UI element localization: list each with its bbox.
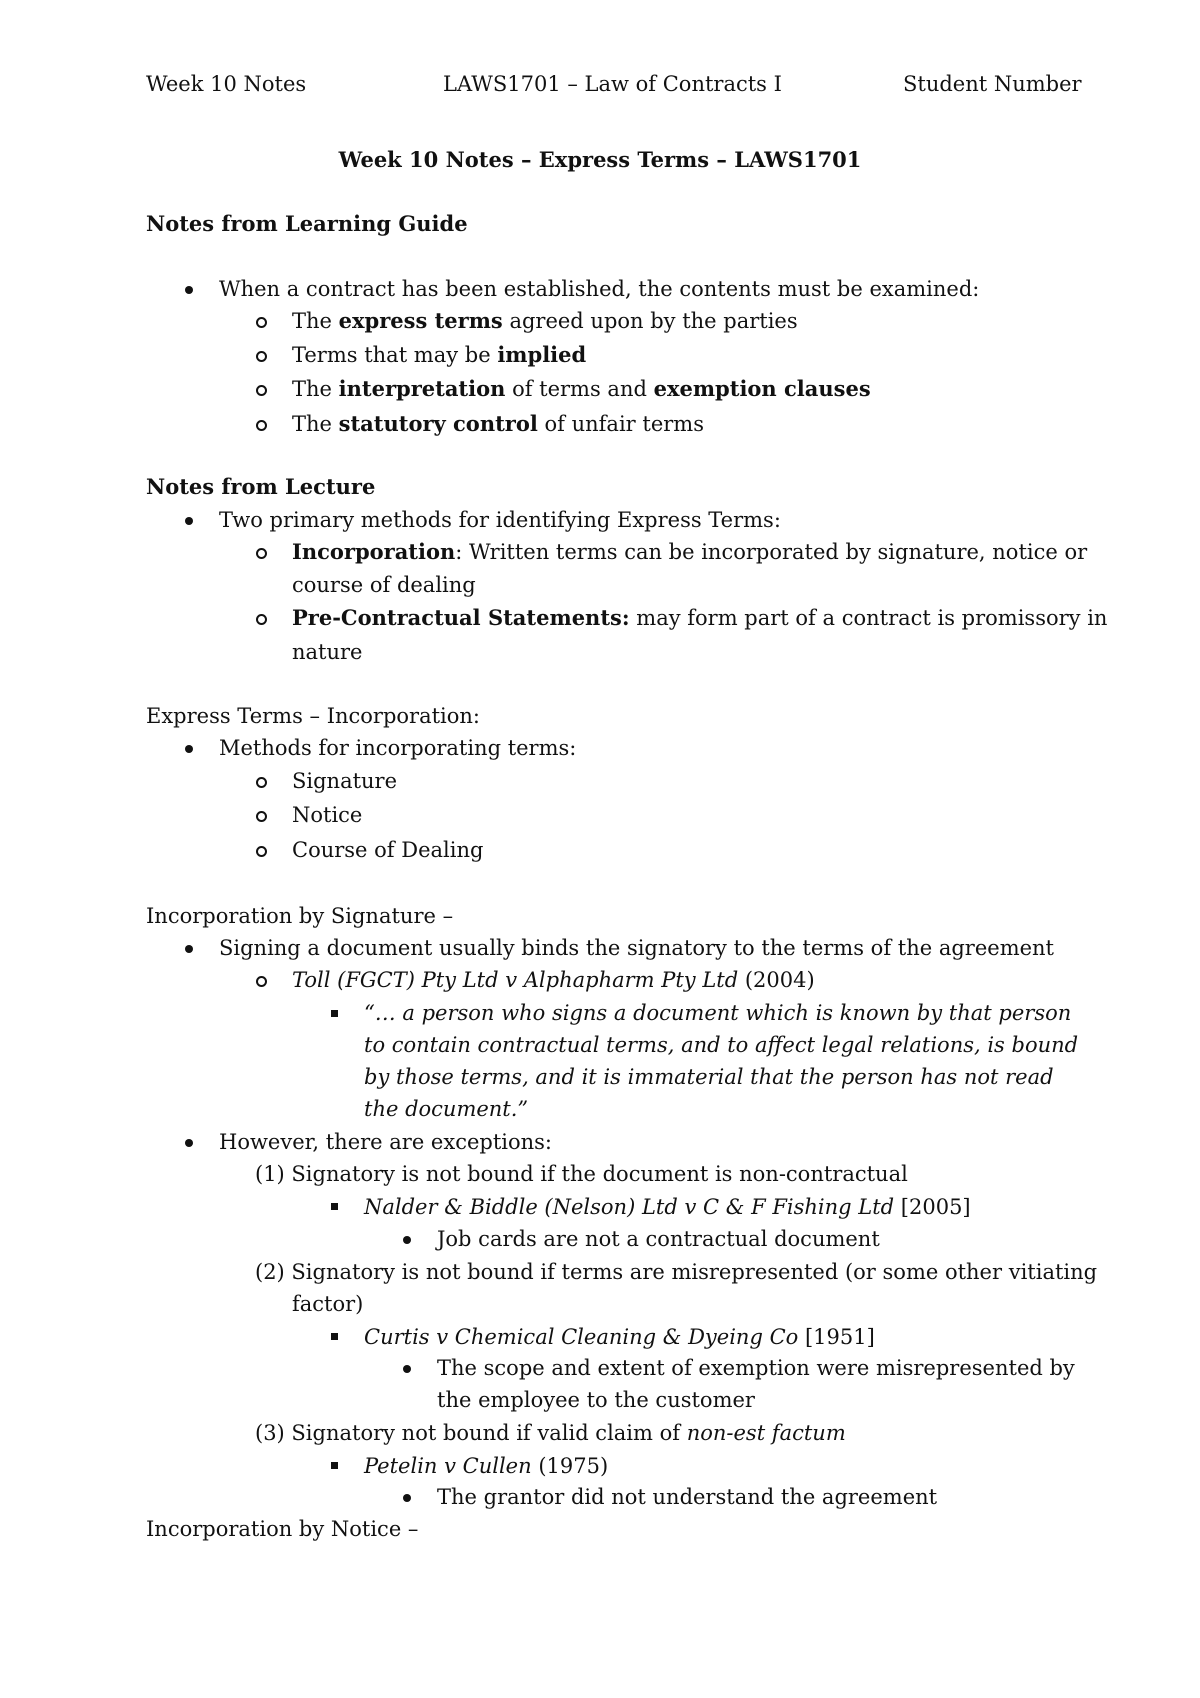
circle-bullet-icon	[256, 614, 267, 625]
section-heading-notice: Incorporation by Notice –	[146, 1517, 419, 1541]
list-item: Job cards are not a contractual document	[437, 1227, 880, 1251]
list-item: Notice	[292, 803, 363, 827]
bullet-icon	[403, 1236, 411, 1244]
list-item: Incorporation: Written terms can be incorporated by signature, notice or	[292, 539, 1088, 564]
list-item: Pre-Contractual Statements: may form part of a contract is promissory in	[292, 605, 1108, 630]
list-item: The statutory control of unfair terms	[292, 411, 704, 436]
list-item-continuation: nature	[292, 640, 363, 664]
list-item: Signature	[292, 769, 398, 793]
section-heading-express-terms: Express Terms – Incorporation:	[146, 704, 481, 728]
list-item-continuation: course of dealing	[292, 573, 476, 597]
list-item: Methods for incorporating terms:	[219, 736, 577, 760]
circle-bullet-icon	[256, 548, 267, 559]
case-citation: Curtis v Chemical Cleaning & Dyeing Co [1951]	[364, 1325, 875, 1349]
quote-line: to contain contractual terms, and to affect legal relations, is bound	[364, 1033, 1079, 1057]
case-citation: Toll (FGCT) Pty Ltd v Alphapharm Pty Ltd (2004)	[292, 968, 815, 992]
list-item: Two primary methods for identifying Express Terms:	[219, 508, 781, 532]
list-item: The grantor did not understand the agreement	[437, 1485, 938, 1509]
header-right: Student Number	[903, 72, 1082, 96]
list-item-continuation: the employee to the customer	[437, 1388, 755, 1412]
case-citation: Petelin v Cullen (1975)	[364, 1454, 609, 1478]
section-heading-lecture: Notes from Lecture	[146, 474, 376, 499]
exception-item: (1) Signatory is not bound if the document is non-contractual	[255, 1162, 908, 1186]
circle-bullet-icon	[256, 811, 267, 822]
quote-line: by those terms, and it is immaterial that the person has not read	[364, 1065, 1054, 1089]
square-bullet-icon	[331, 1333, 338, 1340]
bullet-icon	[185, 517, 193, 525]
list-item: The interpretation of terms and exemption clauses	[292, 376, 871, 401]
circle-bullet-icon	[256, 846, 267, 857]
circle-bullet-icon	[256, 351, 267, 362]
quote-line: the document.”	[364, 1097, 529, 1121]
page-title: Week 10 Notes – Express Terms – LAWS1701	[338, 147, 862, 172]
exception-item: (3) Signatory not bound if valid claim of non-est factum	[255, 1421, 846, 1445]
circle-bullet-icon	[256, 420, 267, 431]
circle-bullet-icon	[256, 385, 267, 396]
section-heading-signature: Incorporation by Signature –	[146, 904, 454, 928]
bullet-icon	[403, 1365, 411, 1373]
list-item: The scope and extent of exemption were misrepresented by	[437, 1356, 1075, 1380]
square-bullet-icon	[331, 1203, 338, 1210]
exception-item: (2) Signatory is not bound if terms are misrepresented (or some other vitiating	[255, 1260, 1098, 1284]
header-center: LAWS1701 – Law of Contracts I	[443, 72, 782, 96]
list-item: Signing a document usually binds the signatory to the terms of the agreement	[219, 936, 1054, 960]
list-item: The express terms agreed upon by the parties	[292, 308, 798, 333]
exception-item-continuation: factor)	[292, 1292, 364, 1316]
circle-bullet-icon	[256, 976, 267, 987]
list-item: However, there are exceptions:	[219, 1130, 553, 1154]
list-item: Course of Dealing	[292, 838, 484, 862]
bullet-icon	[403, 1494, 411, 1502]
header-left: Week 10 Notes	[146, 72, 307, 96]
list-item: When a contract has been established, the contents must be examined:	[219, 277, 980, 301]
bullet-icon	[185, 745, 193, 753]
list-item: Terms that may be implied	[292, 342, 587, 367]
square-bullet-icon	[331, 1462, 338, 1469]
quote-line: “… a person who signs a document which is known by that person	[364, 1001, 1072, 1025]
square-bullet-icon	[331, 1010, 338, 1017]
bullet-icon	[185, 945, 193, 953]
circle-bullet-icon	[256, 317, 267, 328]
bullet-icon	[185, 1139, 193, 1147]
circle-bullet-icon	[256, 777, 267, 788]
section-heading-learning-guide: Notes from Learning Guide	[146, 211, 468, 236]
bullet-icon	[185, 286, 193, 294]
case-citation: Nalder & Biddle (Nelson) Ltd v C & F Fishing Ltd [2005]	[364, 1195, 971, 1219]
